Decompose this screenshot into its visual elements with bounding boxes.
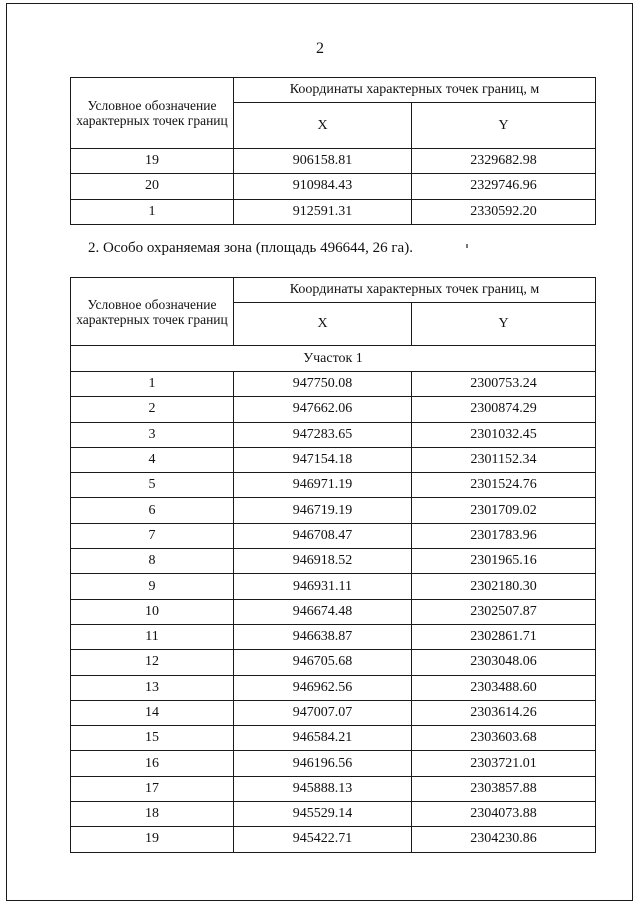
point-cell: 13 xyxy=(71,675,234,700)
x-cell: 946708.47 xyxy=(234,523,412,548)
point-cell: 3 xyxy=(71,422,234,447)
x-header: X xyxy=(234,103,412,149)
y-cell: 2304230.86 xyxy=(412,827,596,852)
y-cell: 2301783.96 xyxy=(412,523,596,548)
table-row xyxy=(71,397,596,422)
point-cell: 12 xyxy=(71,650,234,675)
table-row xyxy=(71,726,596,751)
y-header: Y xyxy=(412,103,596,149)
point-cell: 1 xyxy=(71,199,234,224)
x-cell: 946962.56 xyxy=(234,675,412,700)
y-cell: 2301032.45 xyxy=(412,422,596,447)
point-cell: 17 xyxy=(71,776,234,801)
table-row xyxy=(71,776,596,801)
point-cell: 4 xyxy=(71,447,234,472)
x-cell: 947154.18 xyxy=(234,447,412,472)
table-row xyxy=(71,372,596,397)
x-cell: 946584.21 xyxy=(234,726,412,751)
x-header: X xyxy=(234,303,412,346)
y-header: Y xyxy=(412,303,596,346)
table-row xyxy=(71,149,596,174)
table-row xyxy=(71,827,596,852)
scan-speck xyxy=(466,244,468,248)
x-cell: 947283.65 xyxy=(234,422,412,447)
x-cell: 946971.19 xyxy=(234,473,412,498)
point-header: Условное обозначение характерных точек границ xyxy=(71,78,234,149)
coordinates-table-2 xyxy=(70,277,596,853)
y-cell: 2303614.26 xyxy=(412,700,596,725)
x-cell: 912591.31 xyxy=(234,199,412,224)
y-cell: 2300874.29 xyxy=(412,397,596,422)
x-cell: 947750.08 xyxy=(234,372,412,397)
point-cell: 2 xyxy=(71,397,234,422)
x-cell: 910984.43 xyxy=(234,174,412,199)
y-cell: 2304073.88 xyxy=(412,802,596,827)
table-row xyxy=(71,523,596,548)
table-row xyxy=(71,498,596,523)
table-row xyxy=(71,675,596,700)
page-number: 2 xyxy=(316,40,324,57)
x-cell: 906158.81 xyxy=(234,149,412,174)
y-cell: 2302507.87 xyxy=(412,599,596,624)
point-cell: 19 xyxy=(71,149,234,174)
table-1-body xyxy=(71,149,596,225)
point-cell: 7 xyxy=(71,523,234,548)
point-cell: 20 xyxy=(71,174,234,199)
x-cell: 946719.19 xyxy=(234,498,412,523)
point-cell: 16 xyxy=(71,751,234,776)
section-2-title: 2. Особо охраняемая зона (площадь 496644, 26 га). xyxy=(88,240,413,256)
table-row xyxy=(71,700,596,725)
coords-header: Координаты характерных точек границ, м xyxy=(234,278,596,303)
point-cell: 18 xyxy=(71,802,234,827)
point-cell: 1 xyxy=(71,372,234,397)
y-cell: 2303721.01 xyxy=(412,751,596,776)
point-cell: 9 xyxy=(71,574,234,599)
point-cell: 14 xyxy=(71,700,234,725)
y-cell: 2302180.30 xyxy=(412,574,596,599)
x-cell: 946705.68 xyxy=(234,650,412,675)
y-cell: 2303048.06 xyxy=(412,650,596,675)
coords-header: Координаты характерных точек границ, м xyxy=(234,78,596,103)
point-cell: 11 xyxy=(71,624,234,649)
y-cell: 2303603.68 xyxy=(412,726,596,751)
point-cell: 19 xyxy=(71,827,234,852)
plot-subheading: Участок 1 xyxy=(71,346,596,372)
table-row xyxy=(71,599,596,624)
y-cell: 2301709.02 xyxy=(412,498,596,523)
x-cell: 947007.07 xyxy=(234,700,412,725)
y-cell: 2300753.24 xyxy=(412,372,596,397)
x-cell: 946918.52 xyxy=(234,549,412,574)
x-cell: 946196.56 xyxy=(234,751,412,776)
x-cell: 946638.87 xyxy=(234,624,412,649)
table-row xyxy=(71,174,596,199)
y-cell: 2303857.88 xyxy=(412,776,596,801)
y-cell: 2301152.34 xyxy=(412,447,596,472)
x-cell: 947662.06 xyxy=(234,397,412,422)
x-cell: 946931.11 xyxy=(234,574,412,599)
point-cell: 15 xyxy=(71,726,234,751)
x-cell: 945888.13 xyxy=(234,776,412,801)
y-cell: 2301524.76 xyxy=(412,473,596,498)
table-row xyxy=(71,624,596,649)
point-cell: 5 xyxy=(71,473,234,498)
table-row xyxy=(71,473,596,498)
y-cell: 2329682.98 xyxy=(412,149,596,174)
coordinates-table-1 xyxy=(70,77,596,225)
x-cell: 945422.71 xyxy=(234,827,412,852)
point-cell: 6 xyxy=(71,498,234,523)
table-row xyxy=(71,751,596,776)
x-cell: 946674.48 xyxy=(234,599,412,624)
y-cell: 2303488.60 xyxy=(412,675,596,700)
y-cell: 2301965.16 xyxy=(412,549,596,574)
y-cell: 2302861.71 xyxy=(412,624,596,649)
point-header: Условное обозначение характерных точек границ xyxy=(71,278,234,346)
table-row xyxy=(71,199,596,224)
table-row xyxy=(71,422,596,447)
table-row xyxy=(71,549,596,574)
table-row xyxy=(71,574,596,599)
y-cell: 2329746.96 xyxy=(412,174,596,199)
table-row xyxy=(71,802,596,827)
table-2-body xyxy=(71,346,596,853)
point-cell: 8 xyxy=(71,549,234,574)
x-cell: 945529.14 xyxy=(234,802,412,827)
point-cell: 10 xyxy=(71,599,234,624)
y-cell: 2330592.20 xyxy=(412,199,596,224)
table-row xyxy=(71,650,596,675)
table-row xyxy=(71,447,596,472)
